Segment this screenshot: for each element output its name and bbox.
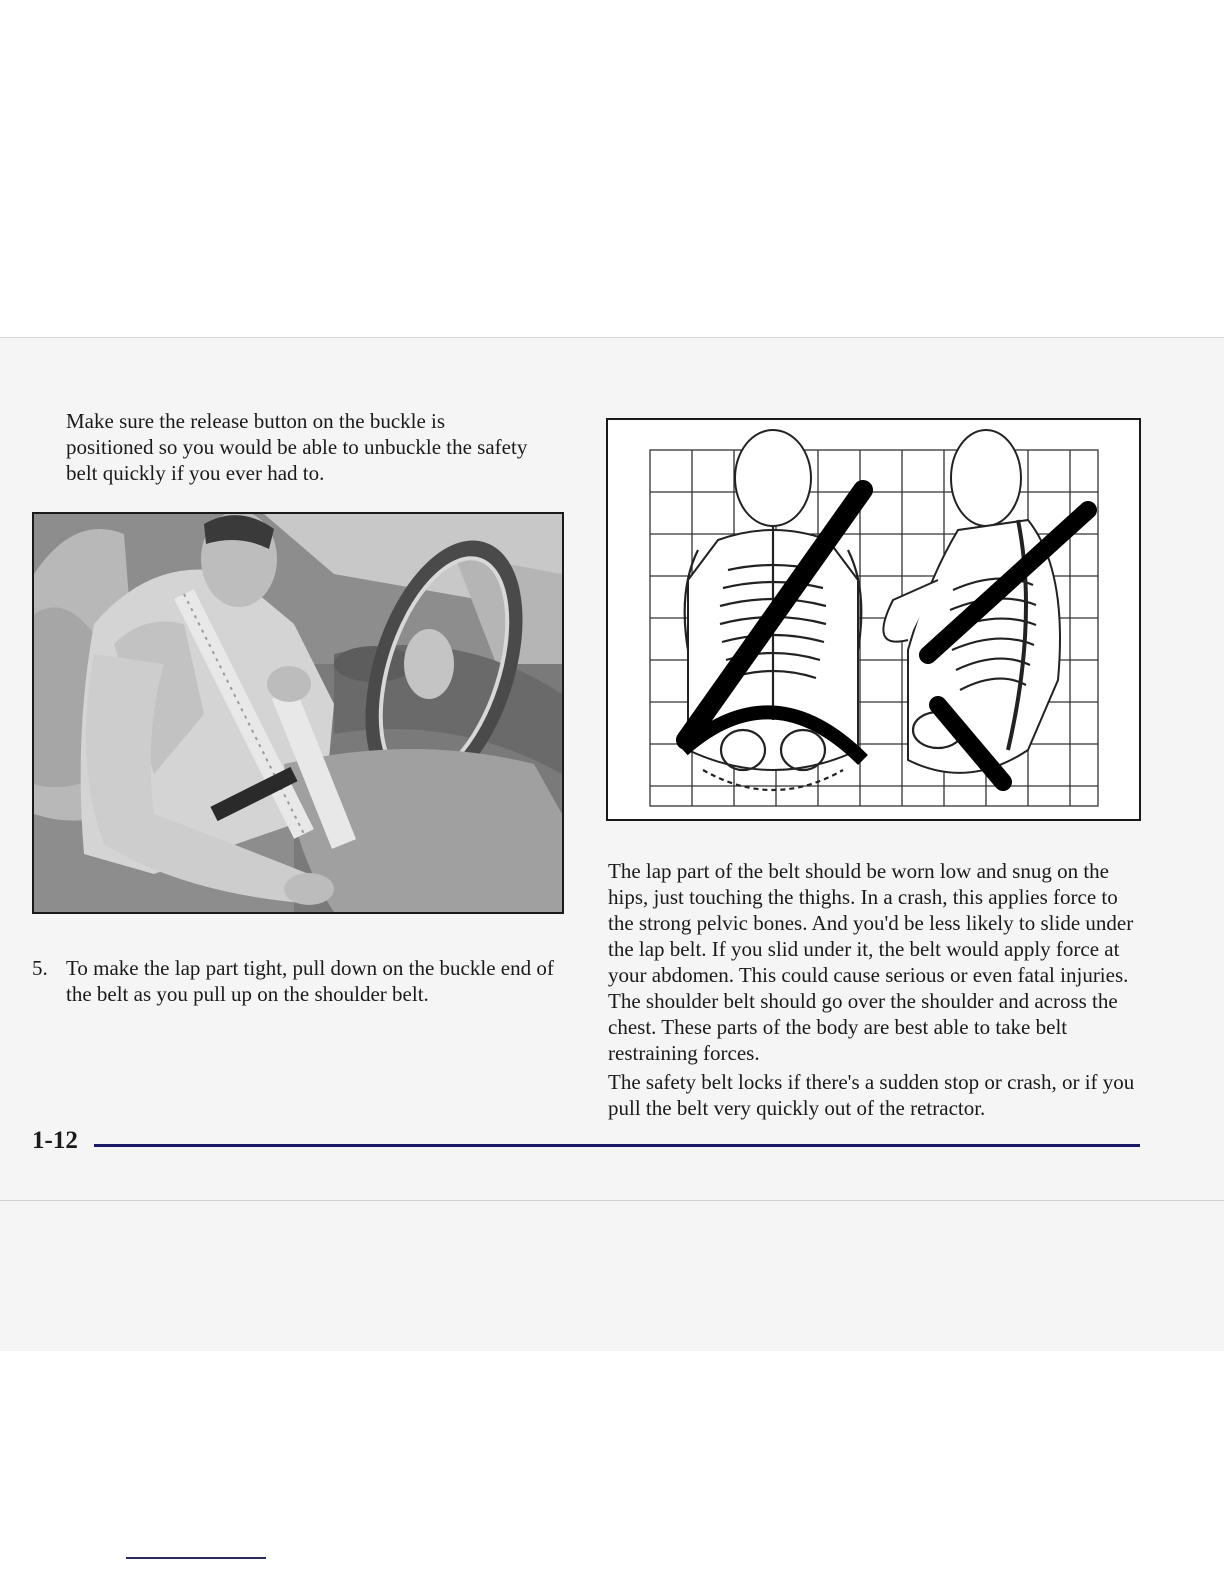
band-divider [0,1200,1224,1201]
page-number: 1-12 [32,1127,78,1154]
intro-paragraph: Make sure the release button on the buckle is positioned so you would be able to unbuckle the safety belt quickly if you ever had to. [66,409,528,485]
belt-lock-paragraph: The safety belt locks if there's a sudden stop or crash, or if you pull the belt very quickly out of the retractor. [608,1070,1135,1120]
driver-buckling-belt-illustration [32,512,564,914]
footer-rule [94,1144,1140,1147]
belt-position-skeleton-diagram [606,418,1141,821]
lap-belt-paragraph: The lap part of the belt should be worn low and snug on the hips, just touching the thighs. In a crash, this applies force to the strong pelvic bones. And you'd be less likely to slide under the lap belt. If you slid under it, the belt would apply force at your abdomen. This could cause serious or even fatal injuries. The shoulder belt should go over the shoulder and across the chest. These parts of the body are best able to take belt restraining forces. [608,859,1134,1065]
bottom-mark [126,1557,266,1559]
step-5-text: To make the lap part tight, pull down on the buckle end of the belt as you pull up on the shoulder belt. [66,956,554,1006]
step-5-number: 5. [32,956,48,980]
